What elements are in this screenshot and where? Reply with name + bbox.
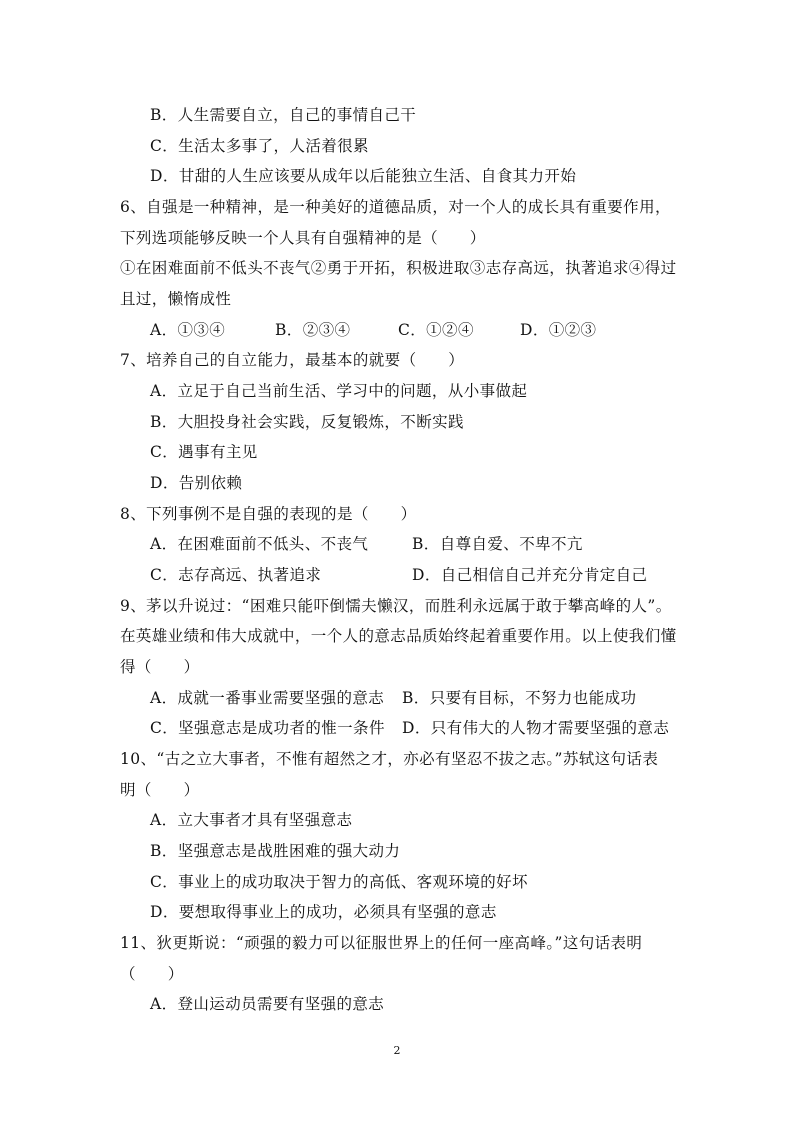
q9-stem-line-3: 得（ ） — [120, 658, 200, 676]
q9-option-c: C．坚强意志是成功者的惟一条件 — [150, 719, 385, 737]
q7-stem: 7、培养自己的自立能力，最基本的就要（ ） — [120, 351, 465, 369]
q7-option-d: D．告别依赖 — [150, 474, 243, 492]
q9-option-b: B．只要有目标，不努力也能成功 — [402, 689, 637, 707]
q8-stem: 8、下列事例不是自强的表现的是（ ） — [120, 505, 417, 523]
q9-option-a: A．成就一番事业需要坚强的意志 — [150, 689, 385, 707]
q10-stem-line-2: 明（ ） — [120, 781, 200, 799]
q6-option-a: A．①③④ — [150, 321, 226, 339]
q9-stem-line-2: 在英雄业绩和伟大成就中，一个人的意志品质始终起着重要作用。以上使我们懂 — [120, 627, 677, 645]
q11-option-a: A．登山运动员需要有坚强的意志 — [150, 995, 385, 1013]
q11-stem-line-2: （ ） — [120, 965, 184, 983]
q6-option-b: B．②③④ — [275, 321, 351, 339]
q10-option-d: D．要想取得事业上的成功，必须具有坚强的意志 — [150, 903, 497, 921]
q7-option-c: C．遇事有主见 — [150, 443, 258, 461]
q6-stem-line-3: ①在困难面前不低头不丧气②勇于开拓，积极进取③志存高远，执著追求④得过 — [120, 259, 677, 277]
q8-option-b: B．自尊自爱、不卑不亢 — [412, 535, 583, 553]
q8-option-d: D．自己相信自己并充分肯定自己 — [412, 566, 648, 584]
q9-stem-line-1: 9、茅以升说过：“困难只能吓倒懦夫懒汉，而胜利永远属于敢于攀高峰的人”。 — [120, 597, 672, 615]
q6-option-d: D．①②③ — [520, 321, 597, 339]
q10-option-c: C．事业上的成功取决于智力的高低、客观环境的好坏 — [150, 873, 528, 891]
q5-option-b: B．人生需要自立，自己的事情自己干 — [150, 106, 417, 124]
page-number: 2 — [393, 1044, 401, 1057]
q6-stem-line-2: 下列选项能够反映一个人具有自强精神的是（ ） — [120, 229, 486, 247]
q5-option-c: C．生活太多事了，人活着很累 — [150, 137, 369, 155]
q6-option-c: C．①②④ — [398, 321, 474, 339]
q8-option-c: C．志存高远、执著追求 — [150, 566, 322, 584]
q8-option-a: A．在困难面前不低头、不丧气 — [150, 535, 369, 553]
q5-option-d: D．甘甜的人生应该要从成年以后能独立生活、自食其力开始 — [150, 167, 577, 185]
q6-stem-line-4: 且过，懒惰成性 — [120, 290, 232, 308]
q10-option-a: A．立大事者才具有坚强意志 — [150, 811, 353, 829]
q11-stem-line-1: 11、狄更斯说：“顽强的毅力可以征服世界上的任何一座高峰。”这句话表明 — [120, 934, 643, 952]
q6-stem-line-1: 6、自强是一种精神，是一种美好的道德品质，对一个人的成长具有重要作用， — [120, 198, 671, 216]
q10-stem-line-1: 10、“古之立大事者，不惟有超然之才，亦必有坚忍不拔之志。”苏轼这句话表 — [120, 750, 659, 768]
q10-option-b: B．坚强意志是战胜困难的强大动力 — [150, 842, 401, 860]
q7-option-b: B．大胆投身社会实践，反复锻炼，不断实践 — [150, 413, 464, 431]
q9-option-d: D．只有伟大的人物才需要坚强的意志 — [402, 719, 670, 737]
q7-option-a: A．立足于自己当前生活、学习中的问题，从小事做起 — [150, 382, 528, 400]
